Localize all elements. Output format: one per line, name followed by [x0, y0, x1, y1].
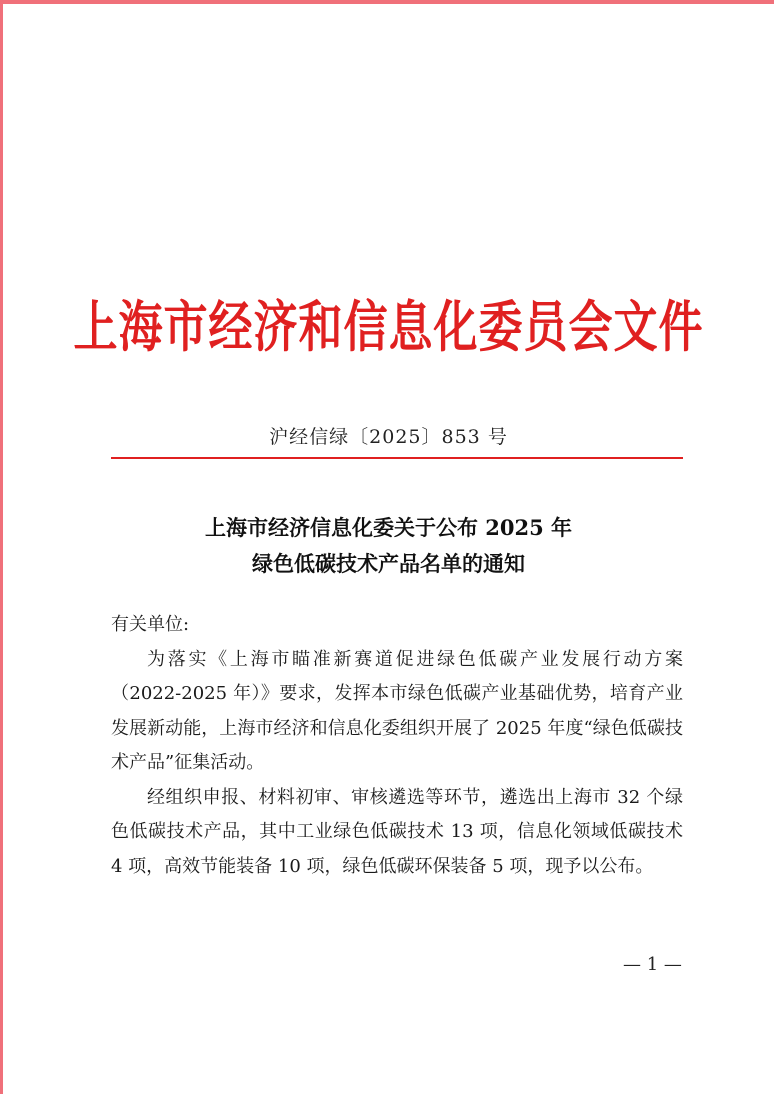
notice-body [111, 608, 683, 884]
body-paragraph-2: 经组织申报、材料初审、审核遴选等环节，遴选出上海市 32 个绿色低碳技术产品，其中工业绿色低碳技术 13 项，信息化领域低碳技术 4 项，高效节能装备 10 项，绿色低碳环保装备 5 项，现予以公布。 [111, 786, 683, 877]
document-number: 沪经信绿〔2025〕853 号 [269, 426, 508, 448]
body-paragraph-1: 为落实《上海市瞄准新赛道促进绿色低碳产业发展行动方案（2022-2025 年）》要求，发挥本市绿色低碳产业基础优势，培育产业发展新动能，上海市经济和信息化委组织开展了 2025 年度“绿色低碳技术产品”征集活动。 [111, 648, 683, 773]
page-number: — 1 — [623, 954, 682, 975]
salutation: 有关单位: [111, 614, 190, 635]
notice-title-line-2: 绿色低碳技术产品名单的通知 [252, 551, 525, 576]
notice-title [3, 510, 774, 582]
red-divider-line [111, 457, 683, 459]
notice-title-line-1: 上海市经济信息化委关于公布 2025 年 [204, 515, 573, 540]
issuer-header-title: 上海市经济和信息化委员会文件 [73, 295, 704, 360]
